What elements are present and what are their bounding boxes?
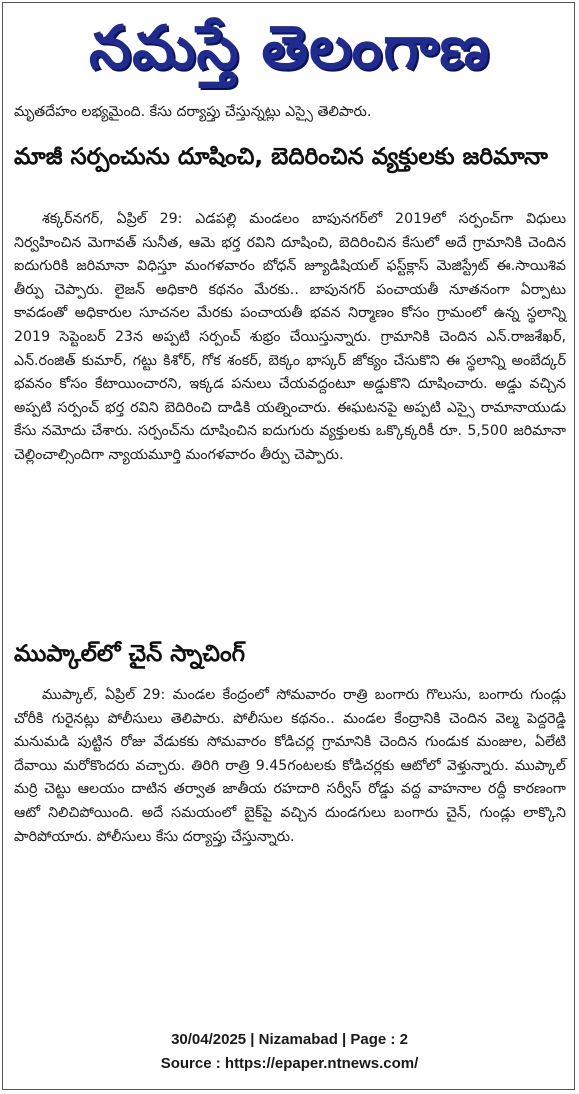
- article-2: [14, 637, 566, 671]
- top-fragment-text: మృతదేహం లభ్యమైంది. కేసు దర్యాప్తు చేస్తున్నట్లు ఎస్సై తెలిపారు.: [14, 104, 372, 120]
- newspaper-masthead: నమస్తే తెలంగాణ: [88, 13, 491, 83]
- article-1-body-block: [14, 208, 566, 468]
- article-1-body: శక్కర్‌నగర్, ఏప్రిల్ 29: ఎడపల్లి మండలం బాపునగర్‌లో 2019లో సర్పంచ్‌గా విధులు నిర్వహించిన మెగావత్ సునీత, ఆమె భర్త రవిని దూషించి, బెదిరించిన కేసులో అదే గ్రామానికి చెందిన ఐదుగురికి జరిమానా విధిస్తూ మంగళవారం బోధన్ జ్యూడిషియల్ ఫస్ట్‌క్లాస్ మెజిస్ట్రేట్ ఈ.సాయిశివ తీర్పు చెప్పారు. లైజన్ అధికారి కథనం మేరకు.. బాపునగర్ పంచాయతీ నూతనంగా ఏర్పాటు కావడంతో అధికారుల సూచనల మేరకు పంచాయతీ భవన నిర్మాణం కోసం గ్రామంలో ఉన్న స్థలాన్ని 2019 సెప్టెంబర్ 23న అప్పటి సర్పంచ్ శుభ్రం చేయిస్తున్నారు. గ్రామానికి చెందిన ఎన్.రాజశేఖర్, ఎన్.రంజిత్ కుమార్, గట్టు కిశోర్, గోక శంకర్, బెక్కం భాస్కర్ జోక్యం చేసుకొని ఈ స్థలాన్ని అంబేద్కర్ భవనం కోసం కేటాయించారని, ఇక్కడ పనులు చేయవద్దంటూ అడ్డుకొని దూషించారు. అడ్డు వచ్చిన అప్పటి సర్పంచ్ భర్త రవిని బెదిరించి దాడికి యత్నించారు. ఈఘటనపై అప్పటి ఎస్సై రామానాయుడు కేసు నమోదు చేశారు. సర్పంచ్‌ను దూషించిన ఐదుగురు వ్యక్తులకు ఒక్కొక్కరికీ రూ. 5,500 జరిమానా చెల్లించాల్సిందిగా న్యాయమూర్తి మంగళవారం తీర్పు చెప్పారు.: [14, 211, 566, 463]
- footer-source: Source : https://epaper.ntnews.com/: [160, 1055, 419, 1072]
- article-2-headline: ముప్కాల్‌లో చైన్ స్నాచింగ్: [14, 641, 246, 667]
- article-2-body-block: [14, 684, 566, 849]
- footer-date-edition: 30/04/2025 | Nizamabad | Page : 2: [171, 1031, 408, 1048]
- top-fragment-block: [14, 101, 566, 125]
- article-1-headline: మాజీ సర్పంచును దూషించి, బెదిరించిన వ్యక్తులకు జరిమానా: [14, 144, 548, 170]
- article-1: [14, 140, 566, 174]
- article-2-body: ముప్కాల్, ఏప్రిల్ 29: మండల కేంద్రంలో సోమవారం రాత్రి బంగారు గొలుసు, బంగారు గుండ్లు చోరీకి గురైనట్లు పోలీసులు తెలిపారు. పోలీసుల కథనం.. మండల కేంద్రానికి చెందిన వెల్మ పెద్దరెడ్డి మనుమడి పుట్టిన రోజు వేడుకకు సోమవారం కోడిచర్ల గ్రామానికి చెందిన గుండుక మంజుల, ఏలేటి దేవాయి మరోకొందరు వచ్చారు. తిరిగి రాత్రి 9.45గంటలకు కోడిచర్లకు ఆటోలో వెళ్తున్నారు. ముప్కాల్ మర్రి చెట్టు ఆలయం దాటిన తర్వాత జాతీయ రహదారి సర్వీస్ రోడ్డు వద్ద వాహనాల రద్దీ కారణంగా ఆటో నిలిచిపోయింది. అదే సమయంలో బైక్‌పై వచ్చిన దుండగులు బంగారు చైన్, గుండ్లు లాక్కొని పారిపోయారు. పోలీసులు కేసు దర్యాప్తు చేస్తున్నారు.: [14, 687, 566, 845]
